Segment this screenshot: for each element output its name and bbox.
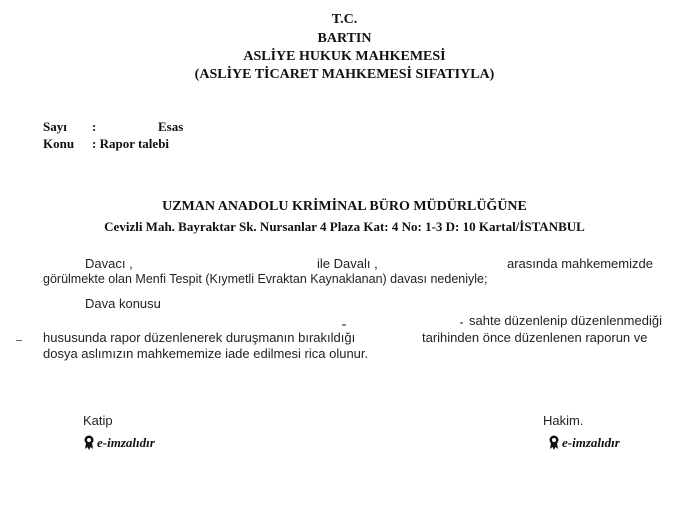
scan-speck <box>342 324 346 326</box>
body-ile-davali: ile Davalı , <box>317 256 378 271</box>
header-tc: T.C. <box>331 12 358 27</box>
body-line-4b: tarihinden önce düzenlenen raporun ve <box>422 330 648 345</box>
katip-label: Katip <box>83 413 113 428</box>
body-arasinda: arasında mahkememizde <box>507 256 653 271</box>
sayi-label: Sayı <box>43 119 67 134</box>
header-court-capacity: (ASLİYE TİCARET MAHKEMESİ SIFATIYLA) <box>194 67 495 82</box>
body-line-4a: hususunda rapor düzenlenerek duruşmanın bırakıldığı <box>43 330 356 345</box>
e-signature-seal-icon <box>548 435 560 455</box>
hakim-esig <box>548 434 620 455</box>
header-city: BARTIN <box>317 31 372 46</box>
katip-esig <box>83 434 155 455</box>
esas-label: Esas <box>158 119 184 134</box>
e-signature-seal-icon <box>83 435 95 455</box>
body-line-2: görülmekte olan Menfi Tespit (Kıymetli Evraktan Kaynaklanan) davası nedeniyle; <box>43 272 488 286</box>
scan-speck <box>460 322 463 324</box>
body-line-5: dosya aslımızın mahkememize iade edilmesi rica olunur. <box>43 346 369 361</box>
body-dava-konusu: Dava konusu <box>85 296 161 311</box>
hakim-label: Hakim. <box>543 413 584 428</box>
header-court: ASLİYE HUKUK MAHKEMESİ <box>243 49 446 64</box>
recipient-address: Cevizli Mah. Bayraktar Sk. Nursanlar 4 Plaza Kat: 4 No: 1-3 D: 10 Kartal/İSTANBUL <box>104 219 585 234</box>
body-sahte: sahte düzenlenip düzenlenmediği <box>469 313 662 328</box>
hakim-esig-text: e-imzalıdır <box>562 435 620 450</box>
sayi-colon: : <box>92 119 97 134</box>
body-davaci: Davacı , <box>85 256 133 271</box>
konu-value: : Rapor talebi <box>92 136 170 151</box>
konu-label: Konu <box>43 136 75 151</box>
scan-speck <box>16 340 22 341</box>
katip-esig-text: e-imzalıdır <box>97 435 155 450</box>
recipient-name: UZMAN ANADOLU KRİMİNAL BÜRO MÜDÜRLÜĞÜNE <box>162 199 527 214</box>
